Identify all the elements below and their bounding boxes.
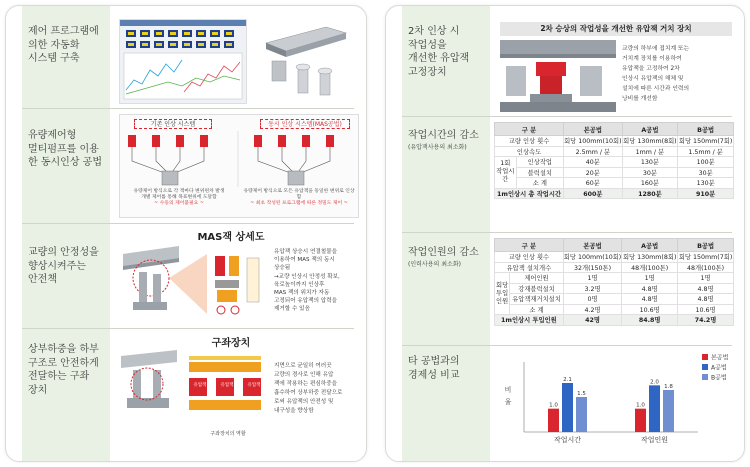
jack-device-photo bbox=[256, 21, 356, 103]
panel-a-caption: 유량제어 방식으로 각 잭마다 변위편차 발생 개별 제어를 통해 목표변위에 도달함 ~ 수동의 제어불필요 ~ bbox=[133, 189, 225, 206]
row-label-work-time: 작업시간의 감소 (유압잭사용의 최소화) bbox=[408, 130, 479, 151]
row-divider bbox=[22, 108, 354, 109]
pump-network-graphic bbox=[120, 131, 358, 187]
jack-device-graphic bbox=[256, 21, 356, 103]
bar-value-label: 1.8 bbox=[664, 384, 673, 390]
jack-mount-description: 교량의 하부에 접치계 또는 거치계 장치를 이용하여 유압잭을 고정하여 2차 인상시 유압잭의 해체 및 설치에 따른 시간과 인력의 낭비를 개선함 bbox=[622, 46, 690, 102]
table-row: 1회 작업시간 인상작업 40분 130분 100분 bbox=[495, 157, 734, 168]
table-header: B공법 bbox=[678, 123, 734, 136]
legend-label: 본공법 bbox=[711, 354, 729, 362]
row-divider bbox=[402, 232, 732, 233]
mas-jack-graphic bbox=[119, 244, 269, 324]
control-software-screenshot bbox=[119, 19, 247, 104]
row-divider bbox=[402, 345, 732, 346]
table-header: 본공법 bbox=[564, 123, 622, 136]
jack-chip: 유압잭 bbox=[193, 383, 207, 388]
legend-label: B공법 bbox=[711, 374, 727, 382]
economy-chart bbox=[498, 348, 734, 456]
row-label-seat-device: 상부하중을 하부 구조로 안전하게 전달하는 구좌 장치 bbox=[28, 344, 99, 396]
work-time-table bbox=[494, 122, 734, 199]
table-row: 소 계 4.2명 10.6명 10.6명 bbox=[495, 304, 734, 315]
row-divider bbox=[22, 328, 354, 329]
table-row: 교량 인상 횟수 회당 100mm(10회) 회당 130mm(8회) 회당 150mm(7회) bbox=[495, 252, 734, 263]
system-comparison-diagram bbox=[119, 114, 359, 218]
mas-jack-description: 유압잭 상승시 연결철물을 이용하여 MAS 잭의 동시 상승됨 →교량 인상시 안정성 확보, 육로높이까지 인상후 MAS 잭의 위치가 자동 고정되어 유압잭의 압력을 제거할 수 있음 bbox=[274, 249, 340, 313]
chart-bar bbox=[663, 390, 674, 432]
panel-b-title: 동시 인상 시스템(MAS공법) bbox=[260, 119, 350, 129]
table-header: 구 분 bbox=[495, 123, 564, 136]
table-header: A공법 bbox=[622, 123, 678, 136]
seat-device-figure bbox=[119, 348, 269, 446]
row-label-multipump: 유량제어형 멀티펌프를 이용 한 동시인상 공법 bbox=[28, 130, 102, 168]
legend-swatch bbox=[702, 354, 708, 360]
row-label-workforce: 작업인원의 감소 (인력사용의 최소화) bbox=[408, 247, 479, 268]
row-divider bbox=[22, 223, 354, 224]
software-graphic bbox=[120, 20, 246, 103]
legend-label: A공법 bbox=[711, 364, 727, 372]
legend-swatch bbox=[702, 374, 708, 380]
row-label-economy: 타 공법과의 경제성 비교 bbox=[408, 356, 460, 381]
bar-value-label: 1.5 bbox=[577, 391, 586, 397]
seat-device-graphic bbox=[119, 348, 269, 434]
legend-swatch bbox=[702, 364, 708, 370]
y-axis-label: 율 bbox=[504, 398, 512, 406]
right-page bbox=[385, 5, 745, 462]
chart-bar bbox=[649, 385, 660, 432]
seat-device-caption: 구좌장치의 역할 bbox=[210, 431, 246, 437]
table-header: B공법 bbox=[678, 239, 734, 252]
row-divider bbox=[402, 116, 732, 117]
economy-chart-svg bbox=[498, 348, 734, 456]
chart-bar bbox=[548, 409, 559, 432]
jack-mount-title: 2차 승상의 작업성을 개선한 유압잭 거치 장치 bbox=[500, 22, 732, 36]
table-row: 강재블럭설치 3.2명 4.8명 4.8명 bbox=[495, 283, 734, 294]
table-row: 블럭설치 20분 30분 30분 bbox=[495, 167, 734, 178]
row-label-automation: 제어 프로그램에 의한 자동화 시스템 구축 bbox=[28, 26, 99, 64]
x-tick-label: 작업인원 bbox=[640, 436, 669, 444]
table-total-row: 1m인상시 투입인원 42명 84.8명 74.2명 bbox=[495, 315, 734, 326]
left-page bbox=[5, 5, 367, 462]
mas-jack-title: MAS잭 상세도 bbox=[197, 232, 265, 243]
chart-bar bbox=[635, 409, 646, 432]
jack-mount-figure bbox=[500, 40, 616, 112]
jack-chip: 유압잭 bbox=[220, 383, 234, 388]
jack-chip: 유압잭 bbox=[247, 383, 261, 388]
row-label-safety: 교량의 안정성을 향상시켜주는 안전책 bbox=[28, 247, 99, 285]
table-header: 본공법 bbox=[563, 239, 621, 252]
table-total-row: 1m인상시 총 작업시간 600분 1280분 910분 bbox=[495, 188, 734, 199]
chart-bar bbox=[562, 383, 573, 432]
table-row: 교량 인상 횟수 회당 100mm(10회) 회당 130mm(8회) 회당 150mm(7회) bbox=[495, 136, 734, 147]
table-row: 인상속도 2.5mm / 분 1mm / 분 1.5mm / 분 bbox=[495, 146, 734, 157]
bar-value-label: 1.0 bbox=[549, 402, 558, 409]
table-row: 유압잭 설치개수 32개(150톤) 48개(100톤) 48개(100톤) bbox=[495, 262, 734, 273]
mas-jack-figure bbox=[119, 244, 269, 324]
seat-device-title: 구좌장치 bbox=[211, 338, 251, 349]
bar-value-label: 1.0 bbox=[636, 402, 645, 409]
chart-bar bbox=[576, 397, 587, 432]
table-row: 소 계 60분 160분 130분 bbox=[495, 178, 734, 189]
jack-mount-graphic bbox=[500, 40, 616, 112]
y-axis-label: 비 bbox=[504, 386, 512, 394]
bar-value-label: 2.1 bbox=[563, 377, 572, 383]
bar-value-label: 2.0 bbox=[650, 379, 659, 386]
workforce-table bbox=[494, 238, 734, 326]
x-tick-label: 작업시간 bbox=[553, 436, 582, 444]
seat-device-description: 지면으로 균일히 여러곳 교량의 경사로 인해 유압 잭에 작용하는 편심하중을 흡수하여 상부하중 전달으로 로써 유압잭의 안전성 및 내구성을 향상함 bbox=[274, 363, 343, 414]
table-row: 유압잭재거치설치 0명 4.8명 4.8명 bbox=[495, 294, 734, 305]
row-label-jack-fixing: 2차 인상 시 작업성을 개선한 유압잭 고정장치 bbox=[408, 26, 470, 78]
panel-a-title: 기존 인상 시스템 bbox=[134, 119, 212, 129]
table-header: 구 분 bbox=[495, 239, 564, 252]
panel-b-caption: 유량제어 방식으로 모든 유압잭을 동일한 변위로 인상함 ~ 최초 작성된 프로그램에 따른 정밀도 제어 ~ bbox=[243, 189, 355, 206]
table-header: A공법 bbox=[622, 239, 678, 252]
table-row: 회당 투입 인원 제어인원 1명 1명 1명 bbox=[495, 273, 734, 284]
